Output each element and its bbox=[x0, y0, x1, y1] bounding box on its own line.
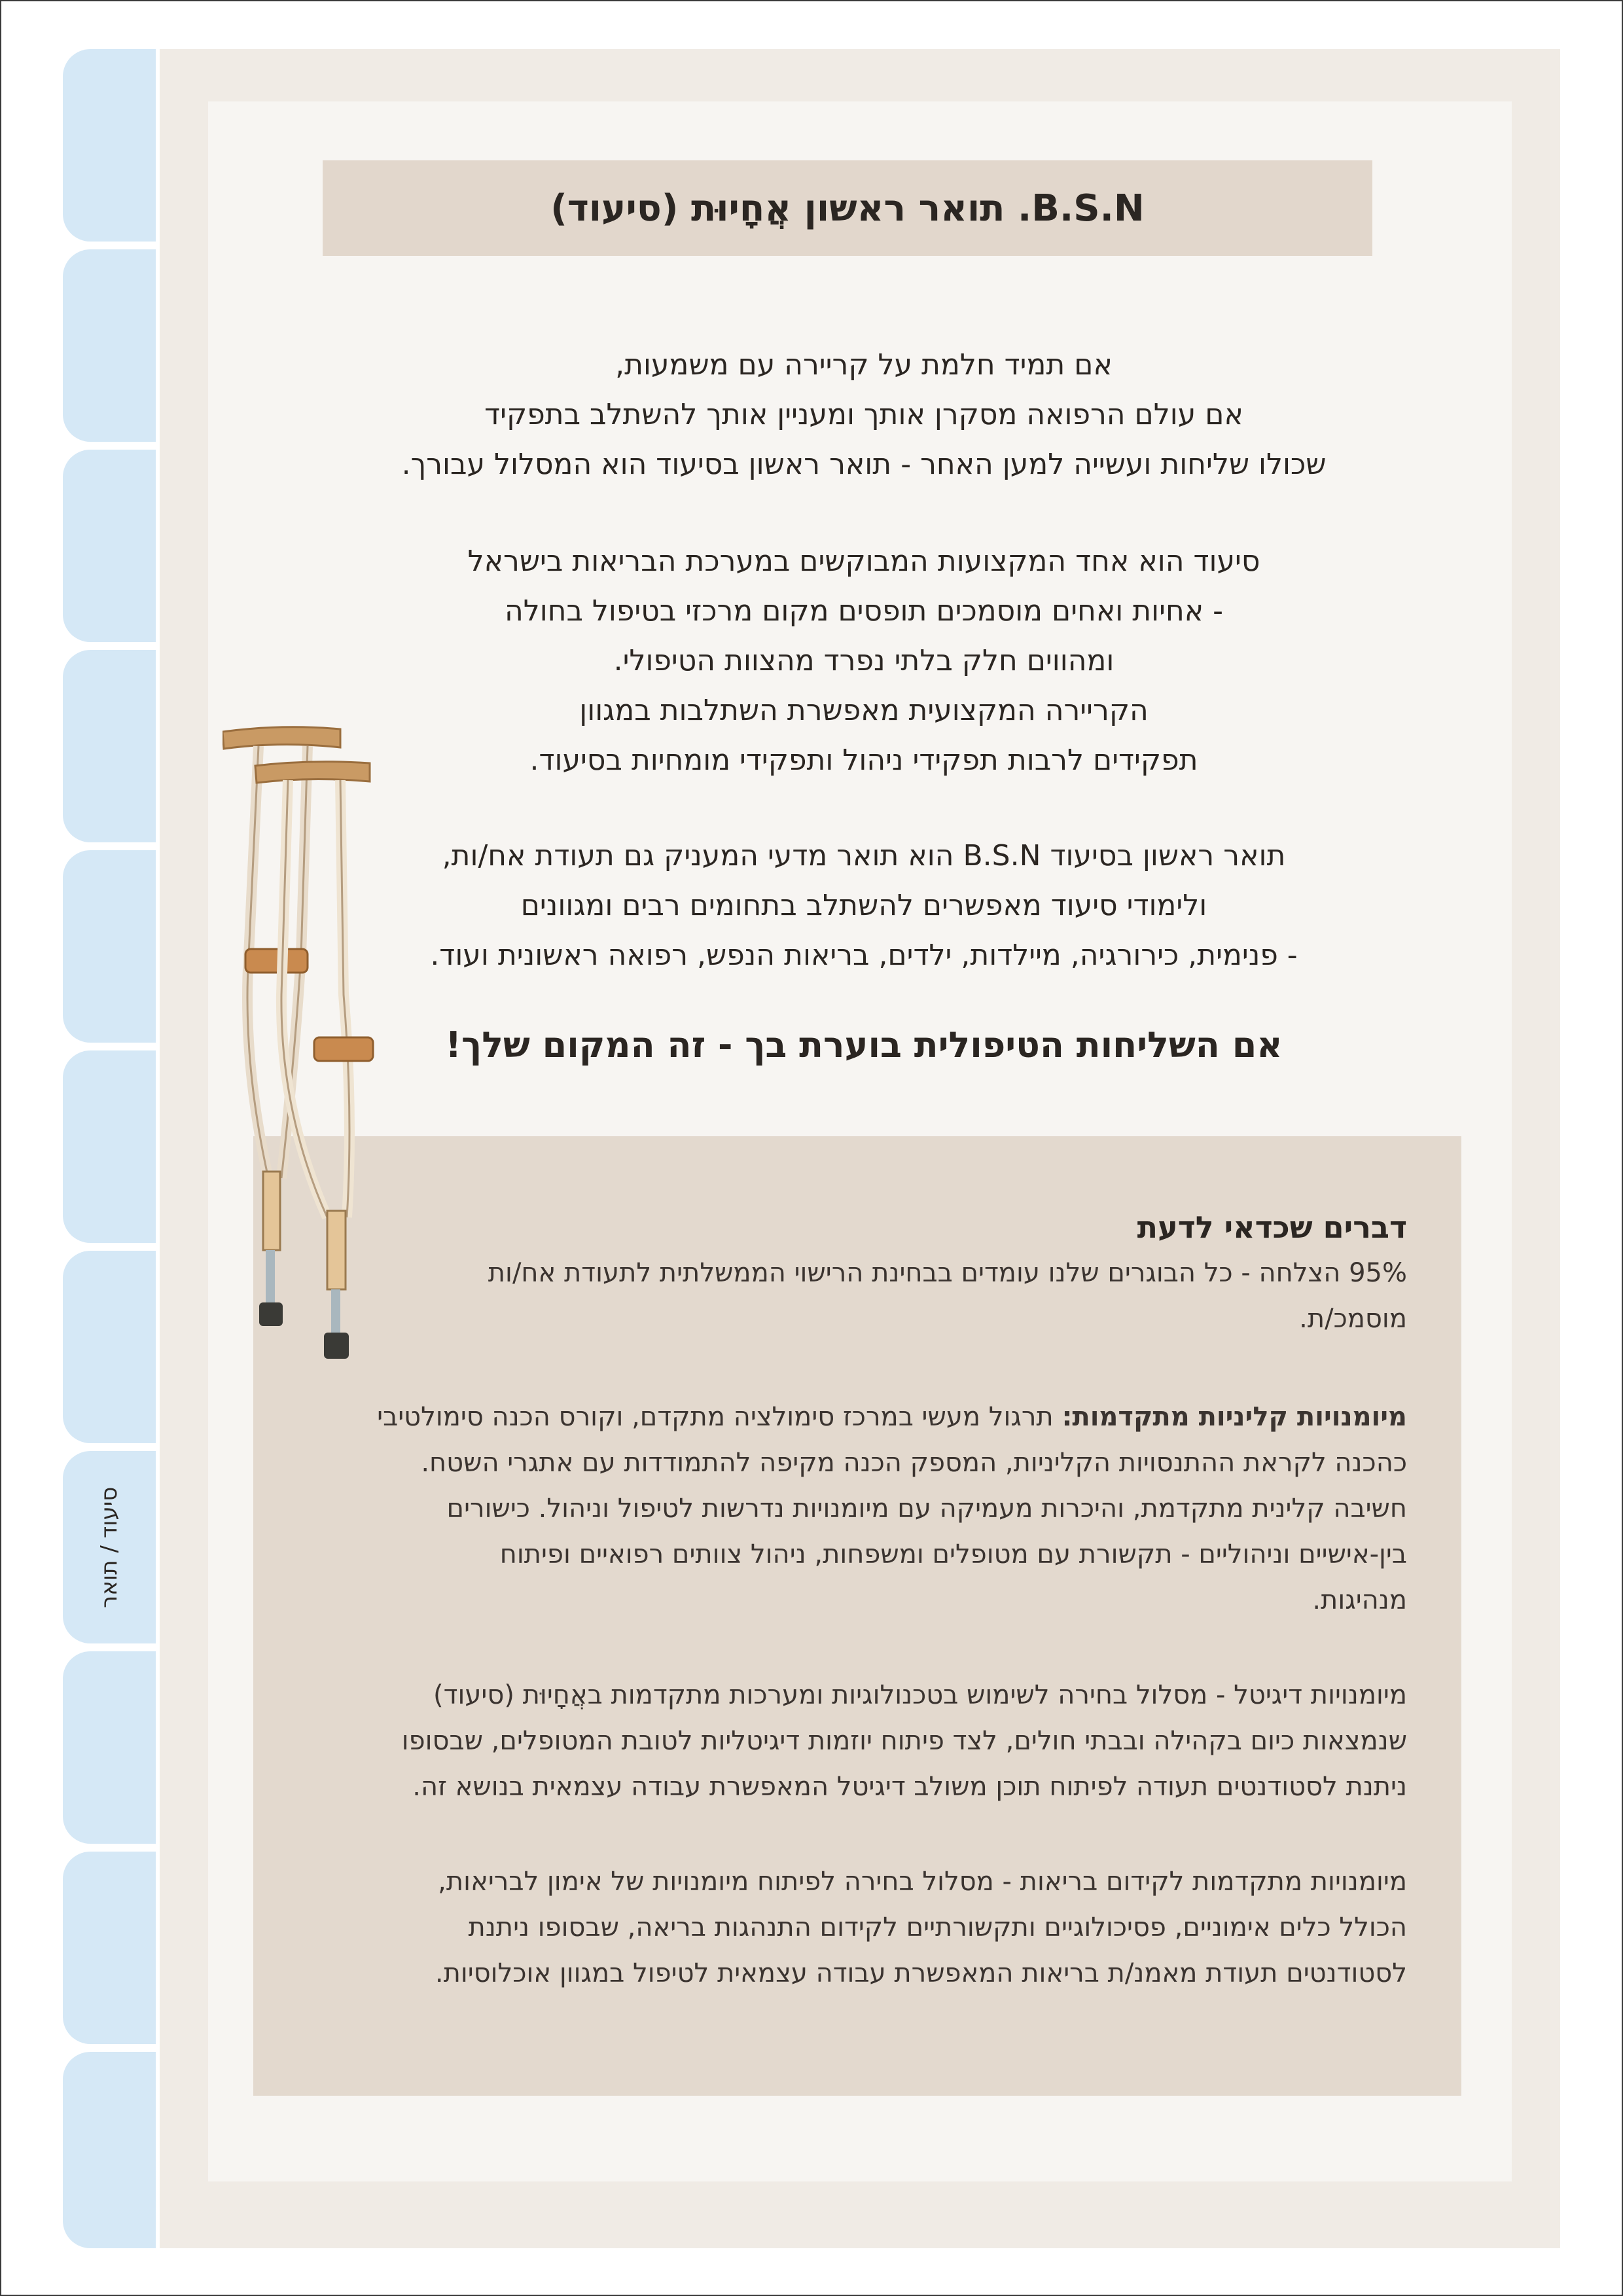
intro-line: אם עולם הרפואה מסקרן אותך ומעניין אותך להשתלב בתפקיד bbox=[484, 398, 1243, 431]
side-tab-2[interactable] bbox=[63, 249, 156, 442]
info-health-section bbox=[321, 1859, 1407, 1996]
info-line bbox=[321, 1394, 1407, 1440]
intro-line: תואר ראשון בסיעוד B.S.N הוא תואר מדעי המעניק גם תעודת אח/ות, bbox=[442, 839, 1286, 872]
side-tab-7[interactable] bbox=[63, 1251, 156, 1443]
side-tab-11[interactable] bbox=[63, 2052, 156, 2248]
intro-paragraph-3 bbox=[314, 831, 1414, 980]
info-line: כהכנה לקראת ההתנסויות הקליניות, המספק הכנה מקיפה להתמודדות עם אתגרי השטח. bbox=[421, 1448, 1407, 1478]
page-title: B.S.N. תואר ראשון אֲחָיוּת (סיעוד) bbox=[550, 187, 1145, 230]
side-tab-nursing-degree[interactable] bbox=[63, 1451, 156, 1643]
intro-line: ולימודי סיעוד מאפשרים להשתלב בתחומים רבים ומגוונים bbox=[520, 889, 1207, 922]
side-tab-1[interactable] bbox=[63, 49, 156, 242]
intro-paragraph-2 bbox=[314, 537, 1414, 785]
side-tabs bbox=[63, 49, 156, 2248]
info-clinical-section bbox=[321, 1394, 1407, 1623]
info-line: חשיבה קלינית מתקדמת, והיכרות מעמיקה עם מיומנויות נדרשות לטיפול וניהול. כישורים bbox=[446, 1494, 1407, 1524]
info-line: הכולל כלים אימוניים, פסיכולוגיים ותקשורתיים לקידום התנהגות בריאה, שבסופו ניתנת bbox=[468, 1912, 1407, 1943]
slogan: אם השליחות הטיפולית בוערת בך - זה המקום שלך! bbox=[445, 1024, 1283, 1066]
intro-line: תפקידים לרבות תפקידי ניהול ותפקידי מומחיות בסיעוד. bbox=[529, 744, 1198, 777]
intro-line: ומהווים חלק בלתי נפרד מהצוות הטיפולי. bbox=[613, 644, 1115, 677]
crutches-illustration bbox=[223, 720, 412, 1368]
side-tab-4[interactable] bbox=[63, 650, 156, 842]
clinical-first-line: תרגול מעשי במרכז סימולציה מתקדם, וקורס הכנה סימולטיבי bbox=[377, 1402, 1062, 1432]
side-tab-9[interactable] bbox=[63, 1651, 156, 1844]
intro-line: שכולו שליחות ועשייה למען האחר - תואר ראשון בסיעוד הוא המסלול עבורך. bbox=[401, 448, 1327, 481]
info-line: מיומנויות דיגיטל - מסלול בחירה לשימוש בטכנולוגיות ומערכות מתקדמות באֲחָיוּת (סיעוד) bbox=[433, 1680, 1407, 1710]
clinical-heading: מיומנויות קליניות מתקדמות: bbox=[1061, 1402, 1407, 1432]
info-heading: דברים שכדאי לדעת bbox=[1137, 1210, 1407, 1245]
side-tab-3[interactable] bbox=[63, 450, 156, 642]
info-line: מיומנויות מתקדמות לקידום בריאות - מסלול בחירה לפיתוח מיומנויות של אימון לבריאות, bbox=[438, 1867, 1407, 1897]
side-tab-5[interactable] bbox=[63, 850, 156, 1043]
info-digital-section bbox=[321, 1672, 1407, 1810]
side-tab-6[interactable] bbox=[63, 1050, 156, 1243]
intro-paragraph-1 bbox=[314, 340, 1414, 490]
info-line: לסטודנטים תעודת מאמנ/ת בריאות המאפשרת עבודה עצמאית לטיפול במגוון אוכלוסיות. bbox=[435, 1958, 1407, 1988]
intro-line: הקריירה המקצועית מאפשרת השתלבות במגוון bbox=[579, 694, 1149, 727]
info-line: 95% הצלחה - כל הבוגרים שלנו עומדים בבחינת הרישוי הממשלתית לתעודת אח/ות bbox=[488, 1258, 1407, 1288]
intro-line: אם תמיד חלמת על קריירה עם משמעות, bbox=[615, 348, 1113, 382]
intro-line: - פנימית, כירורגיה, מיילדות, ילדים, בריאות הנפש, רפואה ראשונית ועוד. bbox=[430, 939, 1298, 972]
info-line: מוסמכ/ת. bbox=[1299, 1304, 1407, 1334]
intro-line: סיעוד הוא אחד המקצועות המבוקשים במערכת הבריאות בישראל bbox=[467, 545, 1260, 578]
info-line: בין-אישיים וניהוליים - תקשורת עם מטופלים ומשפחות, ניהול צוותים רפואיים ופיתוח bbox=[499, 1539, 1407, 1570]
info-line: ניתנת לסטודנטים תעודה לפיתוח תוכן משולב דיגיטל המאפשרת עבודה עצמאית בנושא זה. bbox=[412, 1772, 1407, 1802]
intro-line: - אחיות ואחים מוסמכים תופסים מקום מרכזי בטיפול בחולה bbox=[504, 594, 1223, 628]
info-line: שנמצאות כיום בקהילה ובבתי חולים, לצד פיתוח יוזמות דיגיטליות לטובת המטופלים, שבסופו bbox=[401, 1726, 1407, 1756]
title-bar bbox=[323, 160, 1372, 256]
side-tab-10[interactable] bbox=[63, 1852, 156, 2044]
info-success-section bbox=[321, 1204, 1407, 1342]
side-tab-nursing-degree-label: סיעוד / תואר bbox=[96, 1486, 122, 1608]
info-line: מנהיגות. bbox=[1312, 1585, 1407, 1615]
